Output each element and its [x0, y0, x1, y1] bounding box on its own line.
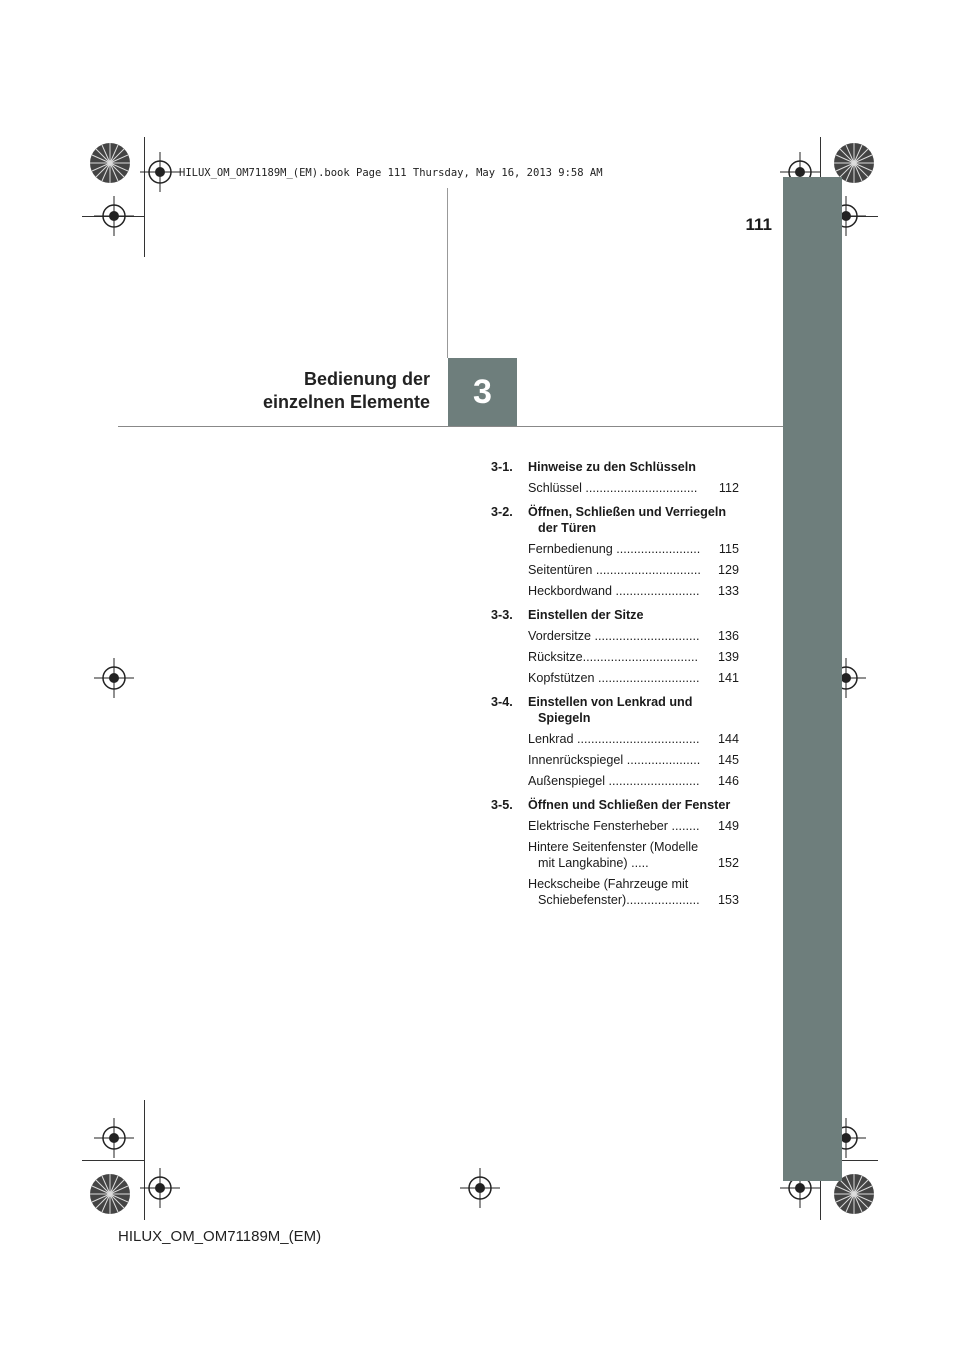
toc-entry[interactable] [491, 670, 739, 686]
registration-mark-icon [460, 1168, 500, 1208]
toc-entry-label: Rücksitze................................. [528, 650, 699, 664]
toc-entry[interactable] [491, 818, 739, 834]
starburst-mark-icon [88, 141, 132, 185]
toc-section-title: Hinweise zu den Schlüsseln [528, 460, 696, 474]
toc-entry-page: 141 [717, 671, 739, 685]
toc-entry[interactable] [491, 649, 739, 665]
toc-entry[interactable] [491, 876, 739, 908]
toc-entry-page: 139 [717, 650, 739, 664]
toc-section[interactable] [491, 694, 739, 726]
toc-section-title: Öffnen, Schließen und Verriegeln der Türen [528, 505, 727, 535]
chapter-title [263, 368, 430, 414]
toc-section-number: 3-3. [491, 608, 513, 622]
registration-mark-icon [140, 152, 180, 192]
vertical-rule [447, 188, 448, 358]
chapter-title-line1: Bedienung der [303, 369, 430, 389]
toc-section[interactable] [491, 504, 739, 536]
toc-section[interactable] [491, 797, 739, 813]
chapter-title-line2: einzelnen Elemente [262, 392, 430, 412]
page-number: 111 [745, 215, 772, 234]
table-of-contents [491, 459, 739, 908]
starburst-mark-icon [88, 1172, 132, 1216]
toc-entry[interactable] [491, 628, 739, 644]
chapter-number-box: 3 [448, 358, 517, 427]
toc-entry[interactable] [491, 541, 739, 557]
toc-section-number: 3-4. [491, 695, 513, 709]
toc-entry-label: Elektrische Fensterheber ........ [528, 819, 700, 833]
toc-entry-label: Innenrückspiegel ..................... [528, 753, 701, 767]
toc-entry-page: 115 [718, 542, 739, 556]
toc-entry-label: Schlüssel ................................ [528, 481, 698, 495]
toc-entry-label: Heckscheibe (Fahrzeuge mit Schiebefenster)..................... [528, 877, 700, 907]
toc-entry-page: 145 [717, 753, 739, 767]
toc-entry-page: 149 [717, 819, 739, 833]
horizontal-rule [118, 426, 783, 427]
toc-entry-page: 153 [717, 893, 739, 907]
toc-entry[interactable] [491, 731, 739, 747]
book-header-line: HILUX_OM_OM71189M_(EM).book Page 111 Thursday, May 16, 2013 9:58 AM [179, 167, 603, 179]
toc-entry-label: Seitentüren .............................. [528, 563, 701, 577]
toc-section-number: 3-2. [491, 505, 513, 519]
footer-code: HILUX_OM_OM71189M_(EM) [118, 1228, 322, 1245]
toc-section[interactable] [491, 459, 739, 475]
toc-entry-label: Außenspiegel .......................... [528, 774, 700, 788]
toc-entry-page: 144 [717, 732, 739, 746]
registration-mark-icon [94, 196, 134, 236]
chapter-side-tab [783, 177, 842, 1181]
registration-mark-icon [94, 1118, 134, 1158]
crop-line [82, 1160, 144, 1161]
toc-section-title: Einstellen der Sitze [528, 608, 644, 622]
toc-entry-label: Kopfstützen ............................. [528, 671, 700, 685]
toc-entry-page: 133 [717, 584, 739, 598]
toc-entry[interactable] [491, 752, 739, 768]
toc-entry-label: Vordersitze .............................. [528, 629, 700, 643]
registration-mark-icon [94, 658, 134, 698]
toc-entry-page: 129 [717, 563, 739, 577]
toc-section[interactable] [491, 607, 739, 623]
registration-mark-icon [140, 1168, 180, 1208]
toc-entry-page: 152 [717, 856, 739, 870]
toc-entry[interactable] [491, 583, 739, 599]
toc-section-number: 3-1. [491, 460, 513, 474]
toc-section-title: Öffnen und Schließen der Fenster [528, 798, 731, 812]
toc-entry[interactable] [491, 773, 739, 789]
toc-entry-page: 112 [718, 481, 739, 495]
toc-entry-label: Lenkrad ................................... [528, 732, 700, 746]
toc-entry-label: Fernbedienung ........................ [528, 542, 701, 556]
toc-section-title: Einstellen von Lenkrad und Spiegeln [528, 695, 693, 725]
toc-entry[interactable] [491, 480, 739, 496]
toc-section-number: 3-5. [491, 798, 513, 812]
toc-entry[interactable] [491, 839, 739, 871]
toc-entry-label: Hintere Seitenfenster (Modelle mit Langkabine) ..... [528, 840, 699, 870]
toc-entry-page: 146 [717, 774, 739, 788]
toc-entry-label: Heckbordwand ........................ [528, 584, 700, 598]
toc-entry-page: 136 [717, 629, 739, 643]
toc-entry[interactable] [491, 562, 739, 578]
